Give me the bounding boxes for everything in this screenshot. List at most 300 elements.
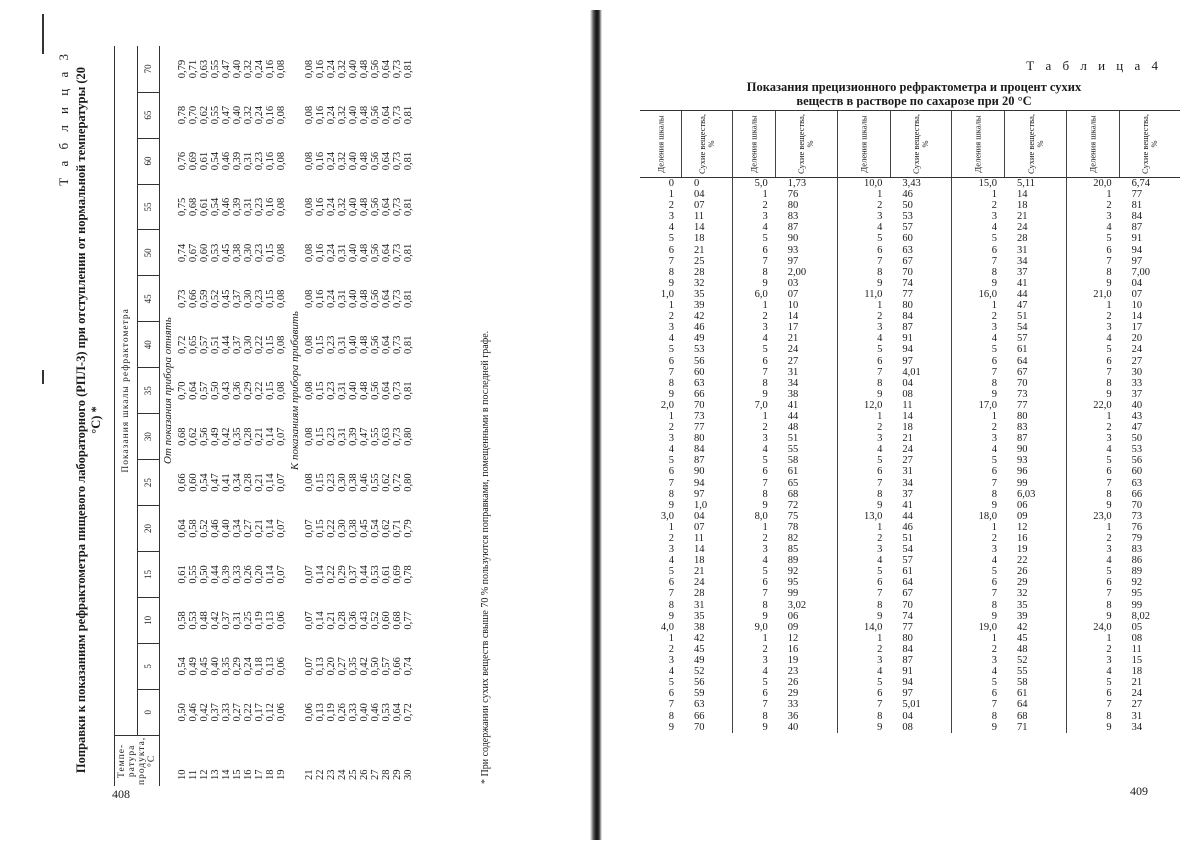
division-value: 9 <box>668 610 674 622</box>
value-column <box>177 138 287 184</box>
division-value: 2 <box>877 200 883 212</box>
correction-value: 0,76 <box>177 151 188 171</box>
temp-value: 16 <box>243 769 254 780</box>
correction-value: 0,46 <box>359 473 370 492</box>
division-value: 7 <box>1106 366 1112 378</box>
division-value: 9 <box>762 388 768 400</box>
correction-value: 0,73 <box>177 289 188 309</box>
correction-value: 0,64 <box>381 243 392 263</box>
division-value: 8 <box>877 266 883 278</box>
solids-value: 04 <box>693 510 705 522</box>
correction-value: 0,73 <box>392 381 403 400</box>
correction-value: 0,24 <box>326 105 337 125</box>
division-value: 4 <box>991 444 997 456</box>
correction-value: 0,23 <box>254 151 265 171</box>
correction-value: 0,08 <box>276 105 287 125</box>
solids-value: 58 <box>787 455 799 467</box>
solids-value: 74 <box>902 277 913 289</box>
temp-value: 23 <box>326 769 337 780</box>
scale-col-header: 65 <box>137 92 160 138</box>
solids-value: 26 <box>787 677 799 689</box>
division-value: 9 <box>877 721 883 733</box>
correction-value: 0,40 <box>348 335 359 354</box>
correction-value: 0,72 <box>177 335 188 354</box>
correction-value: 0,06 <box>276 703 287 722</box>
value-column <box>177 92 287 138</box>
correction-value: 0,47 <box>210 473 221 492</box>
solids-value: 07 <box>1131 288 1143 300</box>
correction-value: 0,55 <box>370 473 381 492</box>
division-value: 9 <box>762 499 768 511</box>
division-value: 6 <box>762 466 768 478</box>
solids-header <box>776 111 837 178</box>
correction-value: 0,32 <box>337 197 348 217</box>
division-value: 7 <box>877 366 883 378</box>
solids-value: 97 <box>902 688 913 700</box>
solids-value: 32 <box>693 277 705 289</box>
division-value: 8 <box>762 266 768 278</box>
division-value: 3 <box>1106 211 1112 223</box>
division-value: 3 <box>668 433 674 445</box>
correction-value: 0,25 <box>243 611 254 630</box>
value-column <box>304 552 414 598</box>
division-value: 9 <box>877 388 883 400</box>
solids-value: 21 <box>693 244 705 256</box>
correction-value: 0,57 <box>199 381 210 400</box>
division-value: 9 <box>991 610 997 622</box>
solids-value: 35 <box>693 288 705 300</box>
correction-value: 0,71 <box>392 519 403 538</box>
solids-value: 37 <box>1016 266 1028 278</box>
correction-value: 0,55 <box>188 565 199 584</box>
correction-value: 0,47 <box>221 105 232 125</box>
correction-value: 0,36 <box>232 381 243 400</box>
temp-value: 24 <box>337 769 348 780</box>
solids-value: 42 <box>1016 621 1028 633</box>
correction-value: 0,16 <box>265 197 276 217</box>
correction-value: 0,29 <box>337 565 348 584</box>
solids-header <box>1005 111 1066 178</box>
solids-value: 42 <box>693 311 705 323</box>
solids-value: 87 <box>1016 433 1028 445</box>
correction-value: 0,66 <box>392 657 403 676</box>
division-value: 8 <box>1106 266 1112 278</box>
division-value: 4 <box>1106 222 1112 234</box>
correction-value: 0,16 <box>265 151 276 171</box>
division-value: 3 <box>991 322 997 334</box>
correction-value: 0,48 <box>359 243 370 263</box>
correction-value: 0,32 <box>243 59 254 79</box>
correction-value: 0,15 <box>265 243 276 263</box>
temp-value: 15 <box>232 769 243 780</box>
correction-value: 0,48 <box>199 611 210 630</box>
division-value: 5 <box>1106 233 1112 245</box>
solids-value: 63 <box>902 244 913 256</box>
correction-value: 0,15 <box>265 289 276 309</box>
solids-value: 64 <box>1016 699 1028 711</box>
correction-value: 0,73 <box>392 151 403 171</box>
solids-value: 24 <box>1131 344 1143 356</box>
division-value: 4 <box>991 555 997 567</box>
division-value: 9 <box>668 388 674 400</box>
correction-value: 0,20 <box>254 565 265 584</box>
correction-value: 0,31 <box>243 197 254 217</box>
solids-header <box>890 111 951 178</box>
solids-value: 57 <box>902 222 913 234</box>
solids-value: 57 <box>1016 333 1028 345</box>
solids-value: 16 <box>1016 533 1028 544</box>
correction-value: 0,14 <box>315 611 326 630</box>
division-value: 7 <box>762 366 768 378</box>
temp-value: 10 <box>177 769 188 780</box>
solids-value: 44 <box>1016 288 1028 300</box>
correction-value: 0,75 <box>177 197 188 217</box>
division-value: 1 <box>877 189 883 201</box>
correction-value: 0,40 <box>348 381 359 400</box>
solids-value: 29 <box>1016 577 1028 589</box>
correction-value: 0,42 <box>221 427 232 446</box>
correction-value: 0,52 <box>199 519 210 538</box>
solids-value: 77 <box>902 288 913 300</box>
division-value: 1 <box>1106 632 1112 644</box>
division-value: 6 <box>668 466 674 478</box>
solids-value: 50 <box>1131 433 1143 445</box>
solids-value: 50 <box>902 200 913 212</box>
correction-value: 0,07 <box>276 565 287 584</box>
division-value: 2 <box>877 533 883 544</box>
correction-value: 0,45 <box>199 657 210 676</box>
division-value: 9 <box>668 277 674 289</box>
value-column <box>177 368 287 414</box>
division-value: 4 <box>668 444 674 456</box>
solids-value: 08 <box>902 388 913 400</box>
division-value: 5 <box>877 677 883 689</box>
solids-value: 74 <box>902 610 913 622</box>
correction-value: 0,14 <box>265 565 276 584</box>
correction-value: 0,30 <box>337 519 348 538</box>
correction-value: 0,22 <box>326 565 337 584</box>
solids-value: 93 <box>1016 455 1028 467</box>
solids-value: 49 <box>693 333 705 345</box>
solids-value: 39 <box>1016 610 1028 622</box>
correction-value: 0,08 <box>304 289 315 309</box>
solids-value: 39 <box>693 300 705 312</box>
correction-value: 0,38 <box>348 519 359 538</box>
value-column <box>304 506 414 552</box>
solids-value: 26 <box>1016 566 1028 578</box>
solids-value: 97 <box>902 355 913 367</box>
division-value: 4 <box>762 555 768 567</box>
solids-value: 16 <box>787 643 799 655</box>
correction-value: 0,27 <box>337 657 348 676</box>
correction-value: 0,35 <box>221 657 232 676</box>
division-value: 7 <box>991 699 997 711</box>
division-value: 7 <box>877 699 883 711</box>
temp-value: 11 <box>188 769 199 780</box>
division-value: 21,0 <box>1093 288 1112 300</box>
refractometer-table <box>640 110 1180 733</box>
solids-value: 63 <box>693 699 705 711</box>
solids-value: 55 <box>787 444 799 456</box>
solids-value: 60 <box>902 233 913 245</box>
division-value: 4 <box>991 333 997 345</box>
solids-value: 47 <box>1016 300 1028 312</box>
header-label: Деления шкалы <box>655 115 666 173</box>
solids-value: 66 <box>1131 488 1143 500</box>
solids-value: 80 <box>902 300 913 312</box>
correction-value: 0,41 <box>221 473 232 492</box>
solids-value: 80 <box>1016 410 1028 422</box>
correction-value: 0,14 <box>265 473 276 492</box>
value-column <box>177 506 287 552</box>
solids-value: 41 <box>1016 277 1028 289</box>
correction-value: 0,32 <box>337 105 348 125</box>
correction-value: 0,23 <box>326 427 337 446</box>
division-value: 6 <box>1106 577 1112 589</box>
correction-value: 0,45 <box>359 519 370 538</box>
correction-value: 0,37 <box>221 611 232 630</box>
division-value: 1 <box>991 300 997 312</box>
value-column <box>177 414 287 460</box>
correction-value: 0,16 <box>315 59 326 79</box>
solids-value: 91 <box>902 333 913 345</box>
solids-value: 45 <box>1016 632 1028 644</box>
divisions-header <box>952 111 1005 178</box>
correction-value: 0,08 <box>304 427 315 446</box>
correction-value: 0,08 <box>276 381 287 400</box>
solids-value: 20 <box>1131 333 1143 345</box>
header-label: Сухие вещества, % <box>796 114 816 174</box>
scale-col-header: 50 <box>137 230 160 276</box>
correction-value: 0,78 <box>403 565 414 584</box>
division-value: 4 <box>1106 333 1112 345</box>
correction-value: 0,70 <box>188 105 199 125</box>
division-value: 9 <box>991 388 997 400</box>
division-value: 3 <box>1106 655 1112 667</box>
correction-value: 0,31 <box>243 151 254 171</box>
solids-value: 64 <box>902 577 913 589</box>
division-value: 6 <box>762 688 768 700</box>
solids-value: 11 <box>1131 643 1142 655</box>
solids-value: 8,02 <box>1131 610 1150 622</box>
division-value: 9 <box>1106 610 1112 622</box>
solids-value: 21 <box>1016 211 1028 223</box>
division-value: 1 <box>762 189 768 201</box>
correction-value: 0,57 <box>199 335 210 354</box>
solids-value: 04 <box>902 377 913 389</box>
division-value: 5 <box>762 344 768 356</box>
solids-header <box>1120 111 1180 178</box>
value-column <box>304 138 414 184</box>
solids-value: 28 <box>1016 233 1028 245</box>
solids-value: 3,02 <box>787 599 807 611</box>
correction-value: 0,29 <box>243 381 254 400</box>
correction-value: 0,15 <box>315 519 326 538</box>
correction-value: 0,77 <box>403 611 414 630</box>
division-value: 9 <box>991 277 997 289</box>
solids-value: 92 <box>787 566 799 578</box>
solids-value: 24 <box>1016 222 1028 234</box>
correction-value: 0,40 <box>348 105 359 125</box>
division-value: 1 <box>668 300 674 312</box>
correction-value: 0,13 <box>265 657 276 676</box>
temp-value: 21 <box>304 769 315 780</box>
correction-value: 0,24 <box>326 59 337 79</box>
solids-value: 72 <box>787 499 799 511</box>
division-value: 7 <box>877 255 883 267</box>
value-column <box>304 184 414 230</box>
correction-value: 0,08 <box>276 335 287 354</box>
solids-value: 66 <box>693 710 705 722</box>
division-value: 2 <box>668 311 674 323</box>
division-value: 5 <box>1106 455 1112 467</box>
solids-value: 38 <box>787 388 799 400</box>
correction-value: 0,56 <box>370 151 381 171</box>
division-value: 6 <box>991 244 997 256</box>
solids-value: 77 <box>1016 399 1028 411</box>
correction-value: 0,30 <box>243 335 254 354</box>
correction-value: 0,54 <box>370 519 381 538</box>
solids-value: 46 <box>902 189 913 201</box>
division-value: 4 <box>877 222 883 234</box>
solids-value: 78 <box>787 521 799 533</box>
divisions-column <box>837 178 890 733</box>
solids-value: 27 <box>902 455 913 467</box>
scale-col-header: 20 <box>137 506 160 552</box>
value-column <box>177 643 287 689</box>
division-value: 2 <box>877 311 883 323</box>
correction-value: 0,23 <box>326 335 337 354</box>
correction-value: 0,29 <box>232 657 243 676</box>
division-value: 19,0 <box>978 621 997 633</box>
correction-value: 0,08 <box>304 473 315 492</box>
correction-value: 0,61 <box>381 565 392 584</box>
solids-value: 0 <box>693 178 700 189</box>
solids-value: 97 <box>693 488 705 500</box>
correction-value: 0,47 <box>359 427 370 446</box>
division-value: 7 <box>991 366 997 378</box>
correction-value: 0,42 <box>359 657 370 676</box>
division-value: 3 <box>991 544 997 556</box>
correction-value: 0,53 <box>188 611 199 630</box>
solids-value: 04 <box>1131 277 1143 289</box>
solids-value: 67 <box>1016 366 1028 378</box>
solids-value: 35 <box>1016 599 1028 611</box>
solids-value: 59 <box>693 688 705 700</box>
solids-value: 56 <box>693 355 705 367</box>
division-value: 6 <box>991 688 997 700</box>
correction-value: 0,56 <box>370 243 381 263</box>
solids-value: 51 <box>902 533 913 544</box>
solids-value: 53 <box>902 211 913 223</box>
correction-value: 0,39 <box>221 565 232 584</box>
correction-value: 0,63 <box>381 427 392 446</box>
solids-value: 95 <box>1131 588 1143 600</box>
division-value: 9 <box>668 721 674 733</box>
correction-value: 0,64 <box>381 197 392 217</box>
correction-value: 0,24 <box>326 243 337 263</box>
correction-value: 0,40 <box>210 657 221 676</box>
solids-column <box>1120 178 1180 733</box>
division-value: 5 <box>1106 677 1112 689</box>
solids-value: 51 <box>787 433 799 445</box>
solids-value: 19 <box>1016 544 1028 556</box>
solids-value: 77 <box>1131 189 1143 201</box>
solids-value: 37 <box>902 488 913 500</box>
correction-value: 0,62 <box>188 427 199 446</box>
correction-value: 0,50 <box>177 703 188 722</box>
solids-value: 11 <box>693 533 705 544</box>
division-value: 2 <box>991 422 997 434</box>
divisions-column <box>640 178 682 733</box>
correction-value: 0,17 <box>254 703 265 722</box>
division-value: 9 <box>1106 499 1112 511</box>
solids-value: 76 <box>1131 521 1143 533</box>
division-value: 2,0 <box>660 399 674 411</box>
solids-value: 31 <box>787 366 799 378</box>
correction-value: 0,12 <box>265 703 276 722</box>
value-column <box>304 230 414 276</box>
correction-value: 0,40 <box>221 519 232 538</box>
division-value: 1 <box>668 632 674 644</box>
correction-value: 0,31 <box>232 611 243 630</box>
value-column <box>304 92 414 138</box>
solids-value: 12 <box>1016 521 1028 533</box>
correction-value: 0,73 <box>392 59 403 79</box>
division-value: 2 <box>1106 533 1112 544</box>
correction-value: 0,30 <box>243 243 254 263</box>
solids-value: 48 <box>787 422 799 434</box>
solids-value: 91 <box>1131 233 1143 245</box>
division-value: 8 <box>668 599 674 611</box>
solids-value: 76 <box>787 189 799 201</box>
solids-value: 80 <box>693 433 705 445</box>
division-value: 3 <box>877 433 883 445</box>
value-column <box>304 689 414 735</box>
correction-value: 0,31 <box>337 381 348 400</box>
division-value: 1 <box>1106 189 1112 201</box>
solids-value: 81 <box>1131 200 1143 212</box>
correction-value: 0,08 <box>276 243 287 263</box>
division-value: 7 <box>668 699 674 711</box>
division-value: 7 <box>877 477 883 489</box>
division-value: 9 <box>1106 388 1112 400</box>
correction-value: 0,68 <box>392 611 403 630</box>
value-column <box>177 230 287 276</box>
division-value: 1 <box>762 300 768 312</box>
division-value: 17,0 <box>978 399 997 411</box>
correction-value: 0,61 <box>199 151 210 171</box>
correction-value: 0,40 <box>348 197 359 217</box>
correction-value: 0,19 <box>326 703 337 722</box>
solids-value: 08 <box>902 721 913 733</box>
solids-column <box>682 178 733 733</box>
solids-header <box>682 111 733 178</box>
correction-value: 0,48 <box>359 105 370 125</box>
header-label: Деления шкалы <box>858 115 869 173</box>
division-value: 6 <box>762 577 768 589</box>
correction-value: 0,38 <box>232 243 243 263</box>
division-value: 3 <box>668 655 674 667</box>
correction-value: 0,37 <box>232 289 243 309</box>
correction-value: 0,40 <box>359 703 370 722</box>
edge-mark <box>42 370 44 384</box>
division-value: 4 <box>991 666 997 678</box>
correction-value: 0,48 <box>359 335 370 354</box>
correction-value: 0,27 <box>243 519 254 538</box>
division-value: 3 <box>668 211 674 223</box>
solids-value: 32 <box>1016 588 1028 600</box>
